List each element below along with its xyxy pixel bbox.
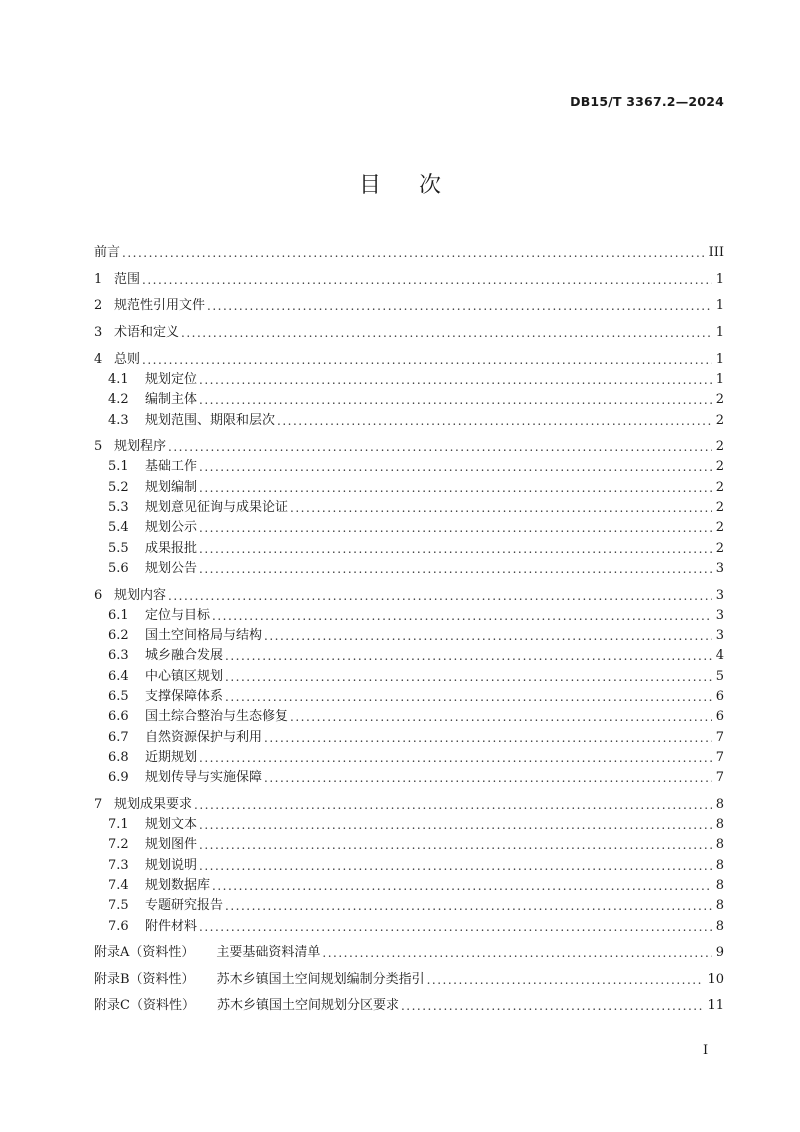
toc-leader-dots xyxy=(142,354,712,367)
toc-leader-dots xyxy=(212,880,712,893)
toc-entry-page: 1 xyxy=(715,271,724,287)
toc-entry[interactable] xyxy=(94,515,724,535)
toc-leader-dots xyxy=(264,630,712,643)
toc-entry-number: 6.5 xyxy=(108,689,129,705)
toc-entry-page: 1 xyxy=(715,325,724,341)
toc-leader-dots xyxy=(225,671,712,684)
toc-entry-page: 6 xyxy=(715,709,724,725)
toc-entry-number: 5.2 xyxy=(108,479,129,495)
toc-entry[interactable] xyxy=(94,966,724,986)
toc-entry-number: 7.5 xyxy=(108,898,129,914)
toc-entry[interactable] xyxy=(94,873,724,893)
toc-entry[interactable] xyxy=(94,623,724,643)
toc-leader-dots xyxy=(199,752,712,765)
toc-entry[interactable] xyxy=(94,745,724,765)
toc-entry-page: 8 xyxy=(715,918,724,934)
toc-leader-dots xyxy=(264,732,712,745)
toc-entry[interactable] xyxy=(94,663,724,683)
toc-entry-page: 7 xyxy=(715,770,724,786)
toc-entry-page: 10 xyxy=(707,971,724,987)
toc-leader-dots xyxy=(277,415,712,428)
toc-leader-dots xyxy=(427,974,704,987)
toc-entry-label: 城乡融合发展 xyxy=(145,648,224,664)
toc-entry-label: 规划内容 xyxy=(114,587,167,603)
toc-entry-page: 8 xyxy=(715,837,724,853)
toc-entry[interactable] xyxy=(94,387,724,407)
toc-entry[interactable] xyxy=(94,320,724,340)
toc-entry[interactable] xyxy=(94,993,724,1013)
toc-entry-label: 规划文本 xyxy=(145,817,198,833)
toc-entry-label: 规划范围、期限和层次 xyxy=(145,412,276,428)
toc-leader-dots xyxy=(122,247,705,260)
toc-entry-label: 苏木乡镇国土空间规划分区要求 xyxy=(216,998,399,1014)
toc-entry-page: 8 xyxy=(715,877,724,893)
toc-entry-number: 4.1 xyxy=(108,371,129,387)
toc-entry-label: 规划说明 xyxy=(145,857,198,873)
toc-entry[interactable] xyxy=(94,643,724,663)
toc-entry-label: 规划图件 xyxy=(145,837,198,853)
toc-entry-label: 专题研究报告 xyxy=(145,898,224,914)
page-title xyxy=(0,168,800,199)
toc-entry[interactable] xyxy=(94,407,724,427)
toc-entry-page: 1 xyxy=(715,371,724,387)
toc-entry-label: 成果报批 xyxy=(145,540,198,556)
toc-entry[interactable] xyxy=(94,582,724,602)
toc-leader-dots xyxy=(199,839,712,852)
toc-leader-dots xyxy=(290,502,712,515)
toc-leader-dots xyxy=(199,522,712,535)
toc-entry-number: 5 xyxy=(94,439,103,455)
toc-leader-dots xyxy=(168,441,712,454)
toc-entry-page: 8 xyxy=(715,817,724,833)
toc-entry-number: 附录C（资料性） xyxy=(94,998,195,1014)
toc-entry-number: 7.2 xyxy=(108,837,129,853)
toc-entry[interactable] xyxy=(94,474,724,494)
toc-entry-page: 3 xyxy=(715,628,724,644)
toc-entry-page: 7 xyxy=(715,729,724,745)
toc-entry[interactable] xyxy=(94,367,724,387)
toc-leader-dots xyxy=(225,650,712,663)
toc-entry-page: 3 xyxy=(715,607,724,623)
toc-entry[interactable] xyxy=(94,792,724,812)
toc-entry-label: 规划传导与实施保障 xyxy=(145,770,263,786)
toc-entry-page: 2 xyxy=(715,392,724,408)
toc-entry-label: 规划公告 xyxy=(145,560,198,576)
toc-entry-page: 11 xyxy=(707,998,724,1014)
toc-entry[interactable] xyxy=(94,603,724,623)
toc-leader-dots xyxy=(199,394,712,407)
toc-entry-page: 8 xyxy=(715,898,724,914)
toc-entry-page: III xyxy=(708,245,724,261)
toc-entry-label: 前言 xyxy=(94,245,121,261)
title-char-2: 次 xyxy=(419,173,442,198)
toc-entry[interactable] xyxy=(94,704,724,724)
toc-entry[interactable] xyxy=(94,724,724,744)
toc-entry-number: 6.7 xyxy=(108,729,129,745)
toc-entry[interactable] xyxy=(94,454,724,474)
toc-entry-number: 4.2 xyxy=(108,392,129,408)
toc-leader-dots xyxy=(199,921,712,934)
toc-entry-number: 6.9 xyxy=(108,770,129,786)
toc-leader-dots xyxy=(264,772,712,785)
toc-entry-page: 4 xyxy=(715,648,724,664)
toc-entry-number: 4 xyxy=(94,351,103,367)
toc-entry-label: 苏木乡镇国土空间规划编制分类指引 xyxy=(216,971,425,987)
document-code: DB15/T 3367.2—2024 xyxy=(570,94,724,109)
toc-entry-number: 2 xyxy=(94,298,103,314)
toc-entry-page: 7 xyxy=(715,749,724,765)
toc-entry-label: 定位与目标 xyxy=(145,607,211,623)
toc-entry[interactable] xyxy=(94,940,724,960)
toc-entry[interactable] xyxy=(94,535,724,555)
toc-entry-page: 8 xyxy=(715,796,724,812)
toc-entry-number: 6.2 xyxy=(108,628,129,644)
toc-entry-number: 6.3 xyxy=(108,648,129,664)
toc-entry-label: 规划程序 xyxy=(114,439,167,455)
toc-entry-page: 2 xyxy=(715,479,724,495)
toc-entry-page: 8 xyxy=(715,857,724,873)
toc-entry-label: 规划公示 xyxy=(145,520,198,536)
toc-leader-dots xyxy=(401,1000,703,1013)
toc-entry-number: 6.8 xyxy=(108,749,129,765)
toc-entry-page: 3 xyxy=(715,587,724,603)
toc-entry-label: 近期规划 xyxy=(145,749,198,765)
toc-entry-label: 术语和定义 xyxy=(114,325,180,341)
toc-entry-page: 2 xyxy=(715,520,724,536)
toc-entry-label: 基础工作 xyxy=(145,459,198,475)
toc-entry-number: 5.5 xyxy=(108,540,129,556)
toc-entry-label: 规范性引用文件 xyxy=(114,298,206,314)
toc-leader-dots xyxy=(225,691,712,704)
toc-entry-label: 支撑保障体系 xyxy=(145,689,224,705)
toc-entry-label: 自然资源保护与利用 xyxy=(145,729,263,745)
toc-entry-number: 4.3 xyxy=(108,412,129,428)
toc-entry-label: 编制主体 xyxy=(145,392,198,408)
toc-entry-label: 主要基础资料清单 xyxy=(216,945,321,961)
toc-entry[interactable] xyxy=(94,893,724,913)
toc-entry-page: 9 xyxy=(715,945,724,961)
toc-entry-number: 6.1 xyxy=(108,607,129,623)
toc-leader-dots xyxy=(168,590,712,603)
toc-entry-page: 1 xyxy=(715,351,724,367)
toc-entry-page: 5 xyxy=(715,668,724,684)
toc-entry-label: 国土综合整治与生态修复 xyxy=(145,709,289,725)
toc-entry-label: 总则 xyxy=(114,351,141,367)
toc-entry-page: 3 xyxy=(715,560,724,576)
toc-leader-dots xyxy=(225,900,712,913)
toc-entry-number: 3 xyxy=(94,325,103,341)
toc-entry-number: 附录A（资料性） xyxy=(94,945,195,961)
toc-leader-dots xyxy=(194,799,712,812)
title-char-1: 目 xyxy=(358,173,381,198)
toc-entry-page: 1 xyxy=(715,298,724,314)
toc-entry[interactable] xyxy=(94,812,724,832)
toc-entry-page: 2 xyxy=(715,540,724,556)
toc-leader-dots xyxy=(199,543,712,556)
toc-entry[interactable] xyxy=(94,293,724,313)
toc-entry-page: 2 xyxy=(715,500,724,516)
toc-entry[interactable] xyxy=(94,267,724,287)
toc-entry-number: 7 xyxy=(94,796,103,812)
toc-entry-label: 国土空间格局与结构 xyxy=(145,628,263,644)
toc-entry[interactable] xyxy=(94,556,724,576)
toc-entry-number: 5.6 xyxy=(108,560,129,576)
toc-entry-label: 规划数据库 xyxy=(145,877,211,893)
footer-page-number: I xyxy=(703,1043,709,1058)
toc-entry-number: 7.3 xyxy=(108,857,129,873)
toc-leader-dots xyxy=(199,374,712,387)
toc-leader-dots xyxy=(212,610,712,623)
toc-entry-page: 2 xyxy=(715,459,724,475)
toc-leader-dots xyxy=(322,947,711,960)
toc-entry-page: 2 xyxy=(715,439,724,455)
toc-leader-dots xyxy=(199,860,712,873)
toc-entry-page: 6 xyxy=(715,689,724,705)
toc-entry[interactable] xyxy=(94,765,724,785)
toc-leader-dots xyxy=(199,563,712,576)
toc-entry-label: 规划意见征询与成果论证 xyxy=(145,500,289,516)
toc-leader-dots xyxy=(199,461,712,474)
toc-leader-dots xyxy=(199,819,712,832)
toc-entry-number: 5.3 xyxy=(108,500,129,516)
toc-entry-number: 6.4 xyxy=(108,668,129,684)
toc-entry-number: 6 xyxy=(94,587,103,603)
toc-entry-label: 附件材料 xyxy=(145,918,198,934)
toc-entry[interactable] xyxy=(94,346,724,366)
toc-entry-number: 6.6 xyxy=(108,709,129,725)
toc-entry-label: 规划编制 xyxy=(145,479,198,495)
toc-entry-page: 2 xyxy=(715,412,724,428)
toc-entry-label: 规划定位 xyxy=(145,371,198,387)
toc-entry[interactable] xyxy=(94,240,724,260)
toc-leader-dots xyxy=(181,327,712,340)
toc-entry[interactable] xyxy=(94,495,724,515)
toc-entry-label: 中心镇区规划 xyxy=(145,668,224,684)
toc-leader-dots xyxy=(199,482,712,495)
toc-entry[interactable] xyxy=(94,684,724,704)
toc-entry-label: 范围 xyxy=(114,271,141,287)
toc-leader-dots xyxy=(207,300,712,313)
toc-entry-number: 5.4 xyxy=(108,520,129,536)
toc-entry-number: 7.4 xyxy=(108,877,129,893)
toc-entry-label: 规划成果要求 xyxy=(114,796,193,812)
table-of-contents xyxy=(94,240,724,1013)
toc-leader-dots xyxy=(290,711,712,724)
toc-entry[interactable] xyxy=(94,852,724,872)
toc-entry[interactable] xyxy=(94,434,724,454)
toc-entry[interactable] xyxy=(94,913,724,933)
toc-entry[interactable] xyxy=(94,832,724,852)
toc-entry-number: 5.1 xyxy=(108,459,129,475)
toc-entry-number: 1 xyxy=(94,271,103,287)
toc-entry-number: 7.6 xyxy=(108,918,129,934)
toc-leader-dots xyxy=(142,274,712,287)
toc-entry-number: 7.1 xyxy=(108,817,129,833)
toc-entry-number: 附录B（资料性） xyxy=(94,971,195,987)
